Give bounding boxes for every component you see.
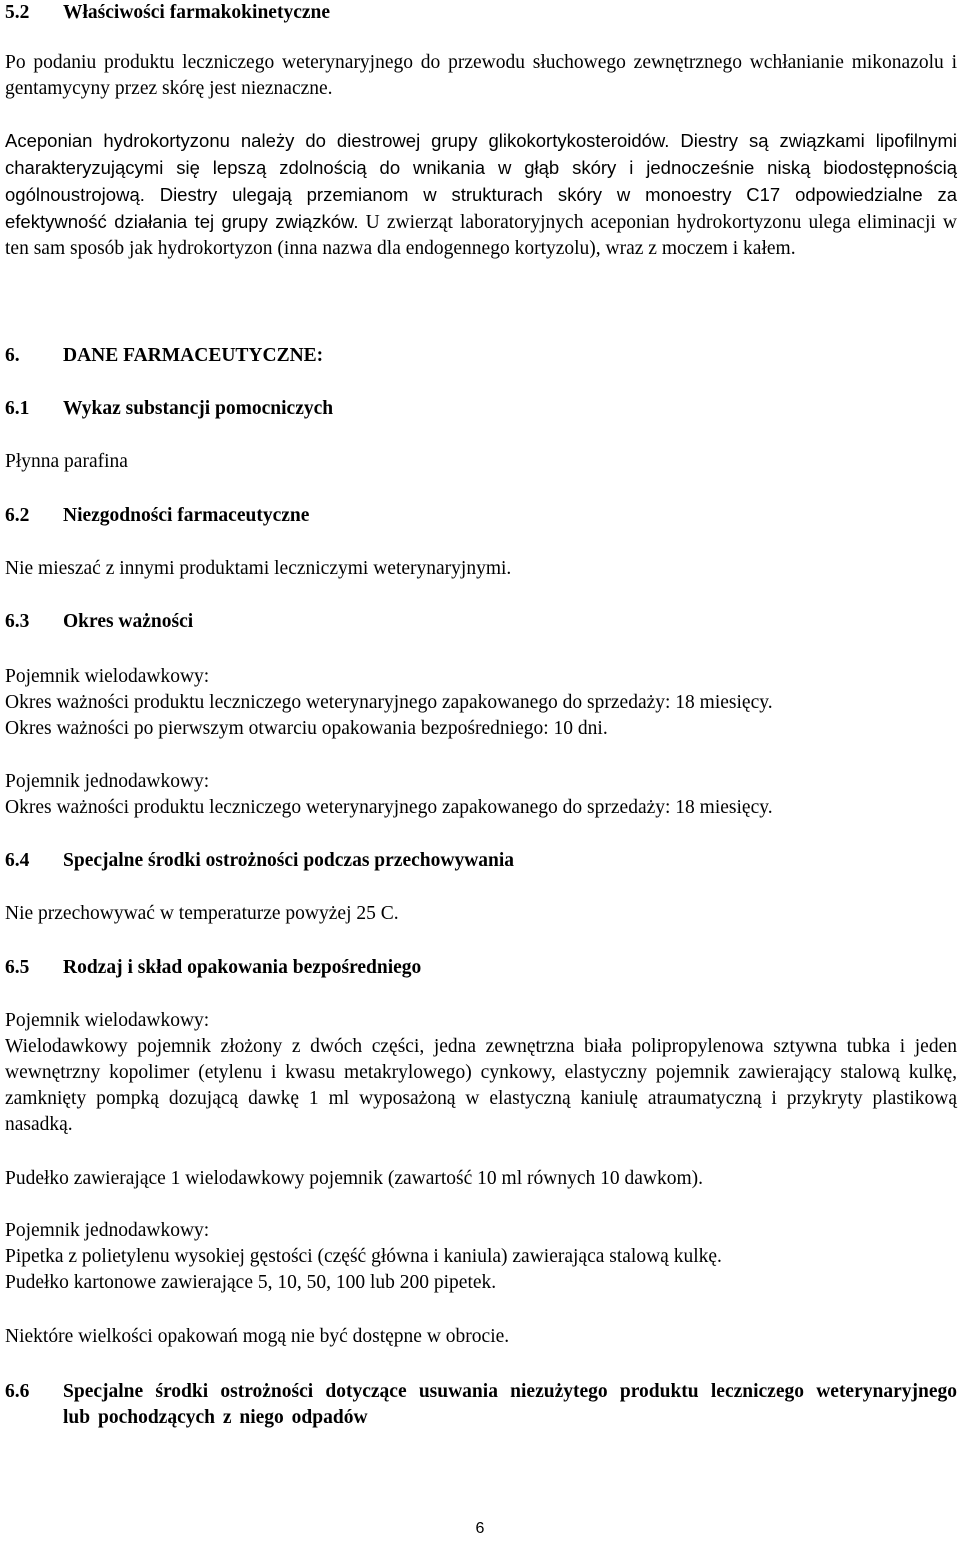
shelf-life-multidose: Pojemnik wielodawkowy: Okres ważności produktu leczniczego weterynaryjnego zapakowanego do sprzedaży: 18 miesięcy. Okres ważności po pierwszym otwarciu opakowania bezpośredniego: 10 dni. [5, 664, 957, 742]
incompatibilities-text: Nie mieszać z innymi produktami leczniczymi weterynaryjnymi. [5, 558, 512, 579]
heading-6-3: 6.3 Okres ważności [5, 611, 194, 632]
heading-6-4: 6.4 Specjalne środki ostrożności podczas przechowywania [5, 850, 515, 871]
container-box-text: Pudełko zawierające 1 wielodawkowy pojemnik (zawartość 10 ml równych 10 dawkom). [5, 1168, 704, 1189]
storage-text: Nie przechowywać w temperaturze powyżej 25 C. [5, 903, 399, 924]
heading-6-1: 6.1 Wykaz substancji pomocniczych [5, 398, 334, 419]
heading-6-2: 6.2 Niezgodności farmaceutyczne [5, 505, 310, 526]
heading-5-2: 5.2 Właściwości farmakokinetyczne [5, 2, 331, 23]
paragraph-aceponate-sans: Aceponian hydrokortyzonu należy do diestrowej grupy glikokortykosteroidów. Diestry są związkami lipofilnymi charakteryzującymi się lepszą zdolnością do wnikania w głąb skóry i jednocześnie niską biodostępnością ogólnoustrojową. Diestry ulegają przemianom w strukturach skóry w monoestry C17 odpowiedzialne za efektywność działania tej grupy związków. [5, 130, 957, 232]
heading-6: 6. DANE FARMACEUTYCZNE: [5, 345, 324, 366]
container-singledose: Pojemnik jednodawkowy: Pipetka z polietylenu wysokiej gęstości (część główna i kaniula) zawierająca stalową kulkę. Pudełko kartonowe zawierające 5, 10, 50, 100 lub 200 pipetek. [5, 1218, 957, 1296]
paragraph-aceponate [5, 128, 957, 262]
singledose-label: Pojemnik jednodawkowy: [5, 1220, 210, 1241]
multidose-label: Pojemnik wielodawkowy: [5, 1010, 210, 1031]
shelf-life-singledose: Pojemnik jednodawkowy: Okres ważności produktu leczniczego weterynaryjnego zapakowanego do sprzedaży: 18 miesięcy. [5, 769, 957, 821]
singledose-label: Pojemnik jednodawkowy: [5, 771, 210, 792]
heading-6-5: 6.5 Rodzaj i skład opakowania bezpośredniego [5, 957, 422, 978]
paragraph-absorption: Po podaniu produktu leczniczego weterynaryjnego do przewodu słuchowego zewnętrznego wchłanianie mikonazolu i gentamycyny przez skórę jest nieznaczne. [5, 52, 957, 99]
heading-6-6: 6.6 Specjalne środki ostrożności dotyczące usuwania niezużytego produktu leczniczego weterynaryjnego lub pochodzących z niego odpadów [5, 1381, 957, 1428]
container-multidose: Pojemnik wielodawkowy: Wielodawkowy pojemnik złożony z dwóch części, jedna zewnętrzna biała polipropylenowa sztywna tubka i jeden wewnętrzny kopolimer (etylenu i kwasu metakrylowego) cynkowy, elastyczny pojemnik zawierający stalową kulkę, zamknięty pompką dozującą dawkę 1 ml wyposażoną w elastyczną kaniulę atraumatyczną i przykryty plastikową nasadką. [5, 1010, 957, 1135]
availability-note: Niektóre wielkości opakowań mogą nie być dostępne w obrocie. [5, 1326, 510, 1347]
multidose-label: Pojemnik wielodawkowy: [5, 666, 210, 687]
excipients-text: Płynna parafina [5, 451, 128, 472]
page-number: 6 [475, 1520, 485, 1537]
paragraph-aceponate-serif: U zwierząt laboratoryjnych aceponian hydrokortyzonu ulega eliminacji w ten sam sposób jak hydrokortyzon (inna nazwa dla endogennego kortyzolu), wraz z moczem i kałem. [5, 212, 957, 259]
